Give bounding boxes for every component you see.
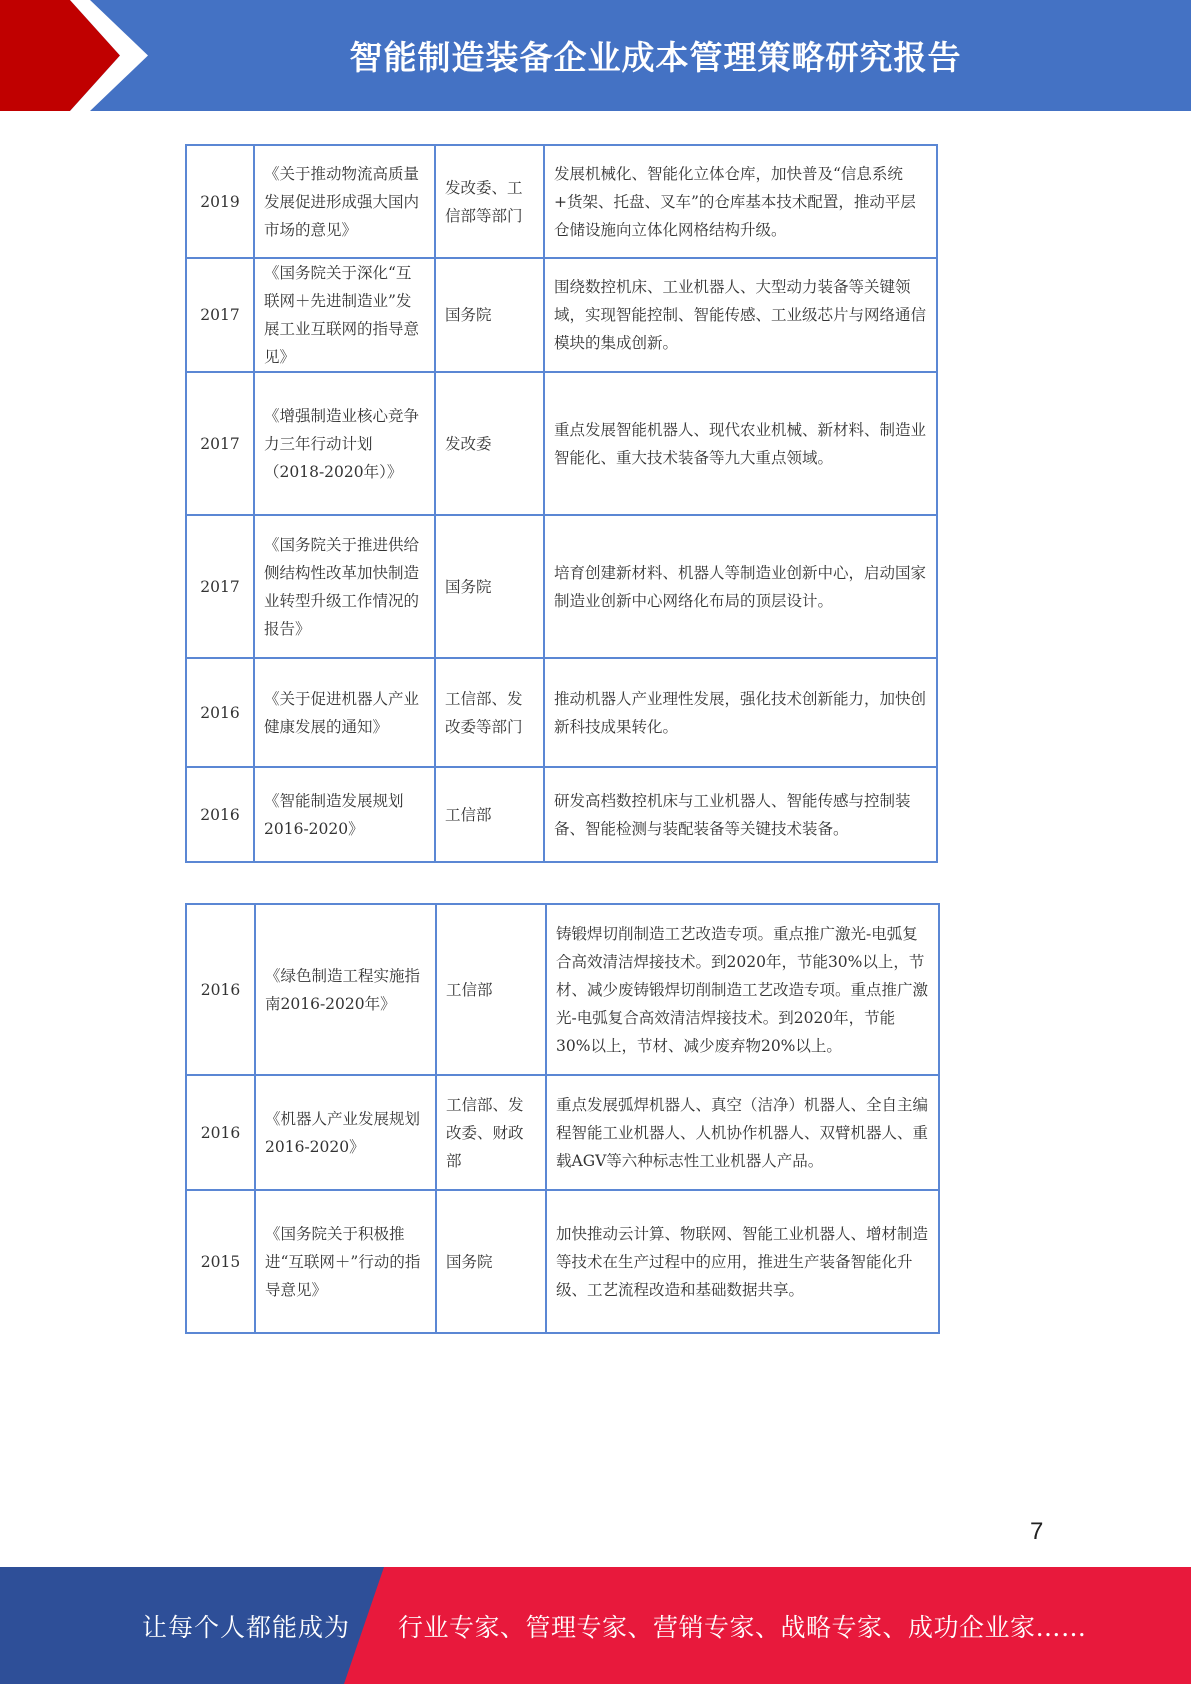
content-cell: 重点发展弧焊机器人、真空（洁净）机器人、全自主编程智能工业机器人、人机协作机器人、双臂机器人、重载AGV等六种标志性工业机器人产品。 (546, 1075, 939, 1190)
page-number: 7 (1030, 1518, 1044, 1545)
content-cell: 研发高档数控机床与工业机器人、智能传感与控制装备、智能检测与装配装备等关键技术装备。 (544, 767, 937, 862)
issuer-cell: 国务院 (435, 515, 544, 658)
policy-title-cell: 《国务院关于深化“互联网＋先进制造业”发展工业互联网的指导意见》 (254, 258, 435, 372)
year-cell: 2019 (186, 145, 254, 258)
policy-title-cell: 《智能制造发展规划2016-2020》 (254, 767, 435, 862)
page-header (0, 0, 1191, 111)
table-row (186, 767, 937, 862)
year-cell: 2017 (186, 258, 254, 372)
table-row (186, 515, 937, 658)
policy-title-cell: 《关于促进机器人产业健康发展的通知》 (254, 658, 435, 767)
table-row (186, 1190, 939, 1333)
header-arrow-decoration (0, 0, 160, 111)
page-footer (0, 1567, 1191, 1684)
policy-title-cell: 《关于推动物流高质量发展促进形成强大国内市场的意见》 (254, 145, 435, 258)
issuer-cell: 工信部 (435, 767, 544, 862)
footer-slogan-right: 行业专家、管理专家、营销专家、战略专家、成功企业家…… (398, 1612, 1087, 1642)
policy-title-cell: 《国务院关于积极推进“互联网＋”行动的指导意见》 (255, 1190, 436, 1333)
content-cell: 加快推动云计算、物联网、智能工业机器人、增材制造等技术在生产过程中的应用，推进生产装备智能化升级、工艺流程改造和基础数据共享。 (546, 1190, 939, 1333)
year-cell: 2017 (186, 372, 254, 515)
footer-slogan-left: 让每个人都能成为 (142, 1612, 351, 1642)
policy-title-cell: 《国务院关于推进供给侧结构性改革加快制造业转型升级工作情况的报告》 (254, 515, 435, 658)
table-row (186, 904, 939, 1075)
issuer-cell: 发改委、工信部等部门 (435, 145, 544, 258)
issuer-cell: 工信部 (436, 904, 546, 1075)
issuer-cell: 工信部、发改委、财政部 (436, 1075, 546, 1190)
year-cell: 2017 (186, 515, 254, 658)
year-cell: 2016 (186, 767, 254, 862)
year-cell: 2016 (186, 658, 254, 767)
policy-table-1 (185, 144, 938, 863)
table-row (186, 1075, 939, 1190)
policy-title-cell: 《绿色制造工程实施指南2016-2020年》 (255, 904, 436, 1075)
table-row (186, 258, 937, 372)
report-title: 智能制造装备企业成本管理策略研究报告 (349, 38, 962, 77)
issuer-cell: 工信部、发改委等部门 (435, 658, 544, 767)
policy-title-cell: 《增强制造业核心竞争力三年行动计划（2018-2020年）》 (254, 372, 435, 515)
content-cell: 重点发展智能机器人、现代农业机械、新材料、制造业智能化、重大技术装备等九大重点领域。 (544, 372, 937, 515)
content-cell: 发展机械化、智能化立体仓库，加快普及“信息系统+货架、托盘、叉车”的仓库基本技术配置，推动平层仓储设施向立体化网格结构升级。 (544, 145, 937, 258)
policy-table-2 (185, 903, 940, 1334)
content-cell: 铸锻焊切削制造工艺改造专项。重点推广激光-电弧复合高效清洁焊接技术。到2020年，节能30%以上，节材、减少废铸锻焊切削制造工艺改造专项。重点推广激光-电弧复合高效清洁焊接技术。到2020年，节能30%以上，节材、减少废弃物20%以上。 (546, 904, 939, 1075)
issuer-cell: 发改委 (435, 372, 544, 515)
issuer-cell: 国务院 (436, 1190, 546, 1333)
table-row (186, 658, 937, 767)
table-row (186, 145, 937, 258)
year-cell: 2016 (186, 1075, 255, 1190)
policy-title-cell: 《机器人产业发展规划2016-2020》 (255, 1075, 436, 1190)
content-cell: 培育创建新材料、机器人等制造业创新中心，启动国家制造业创新中心网络化布局的顶层设计。 (544, 515, 937, 658)
content-cell: 推动机器人产业理性发展，强化技术创新能力，加快创新科技成果转化。 (544, 658, 937, 767)
table-row (186, 372, 937, 515)
content-cell: 围绕数控机床、工业机器人、大型动力装备等关键领域，实现智能控制、智能传感、工业级芯片与网络通信模块的集成创新。 (544, 258, 937, 372)
year-cell: 2016 (186, 904, 255, 1075)
issuer-cell: 国务院 (435, 258, 544, 372)
year-cell: 2015 (186, 1190, 255, 1333)
